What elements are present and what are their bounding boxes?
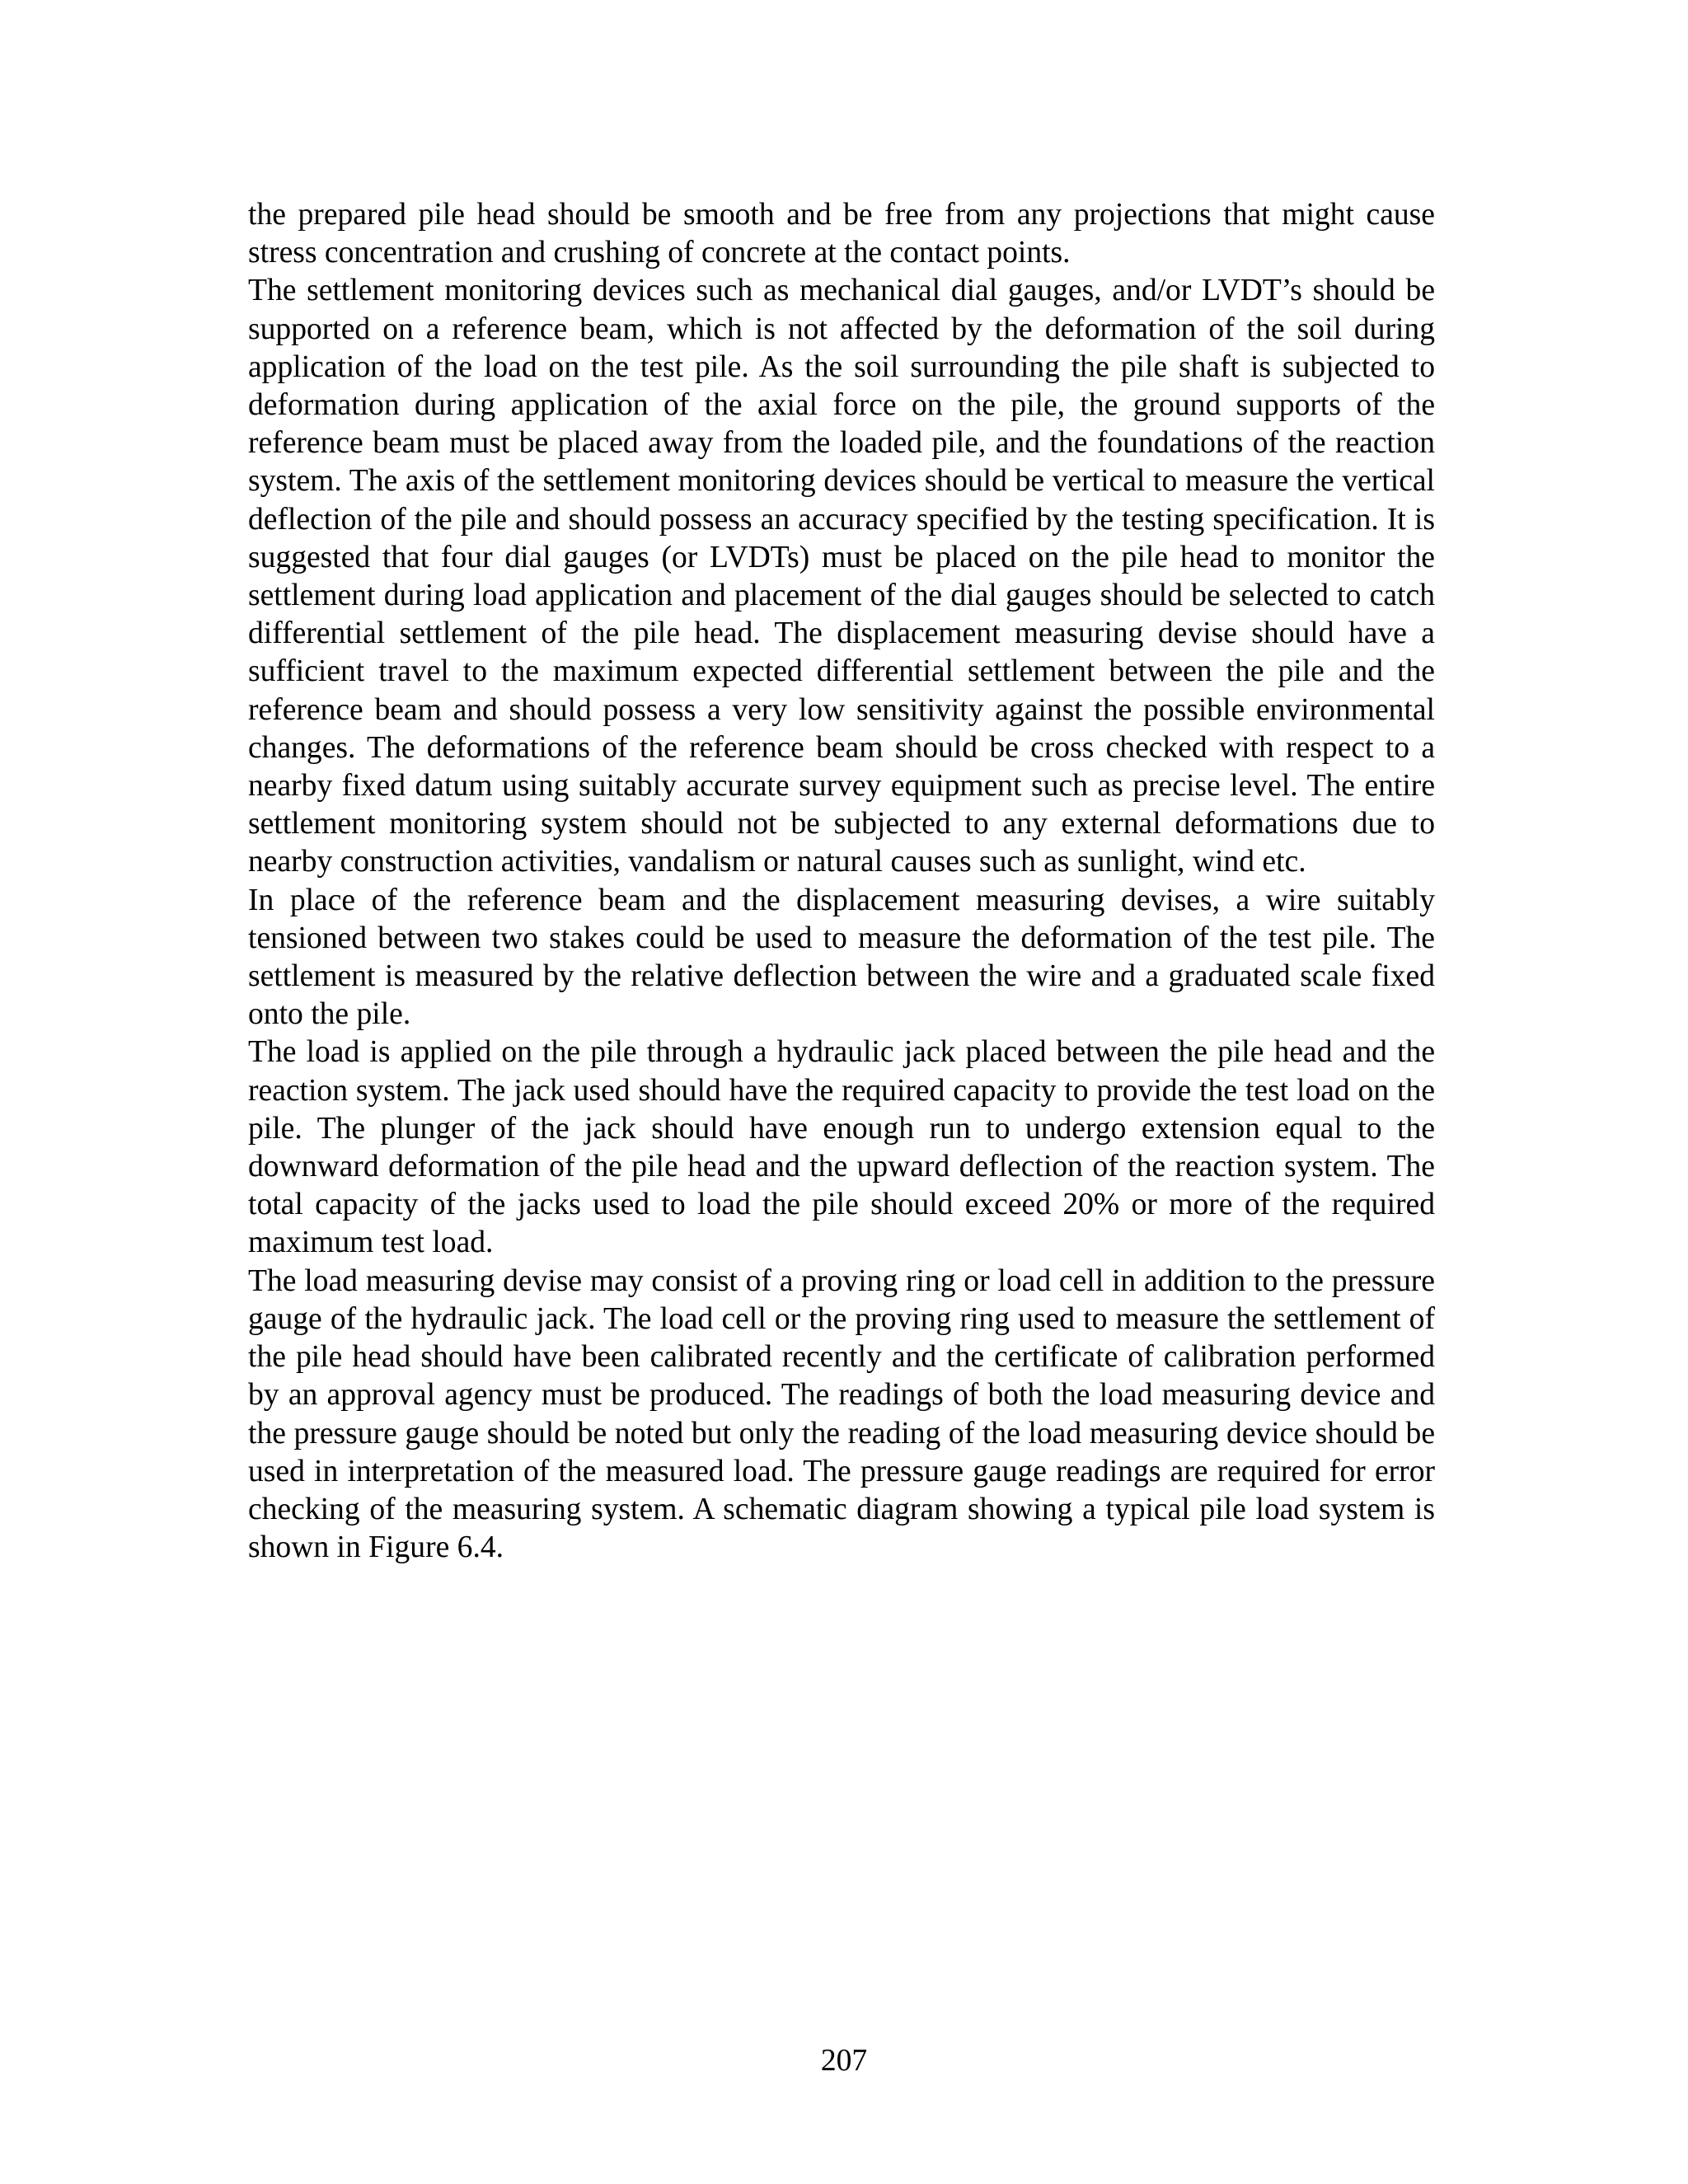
- page-body: [248, 196, 1435, 1567]
- paragraph-settlement-monitoring: The settlement monitoring devices such as mechanical dial gauges, and/or LVDT’s should be supported on a reference beam, which is not affected by the deformation of the soil during application of the load on the test pile. As the soil surrounding the pile shaft is subjected to deformation during application of the axial force on the pile, the ground supports of the reference beam must be placed away from the loaded pile, and the foundations of the reaction system. The axis of the settlement monitoring devices should be vertical to measure the vertical deflection of the pile and should possess an accuracy specified by the testing specification. It is suggested that four dial gauges (or LVDTs) must be placed on the pile head to monitor the settlement during load application and placement of the dial gauges should be selected to catch differential settlement of the pile head. The displacement measuring devise should have a sufficient travel to the maximum expected differential settlement between the pile and the reference beam and should possess a very low sensitivity against the possible environmental changes. The deformations of the reference beam should be cross checked with respect to a nearby fixed datum using suitably accurate survey equipment such as precise level. The entire settlement monitoring system should not be subjected to any external deformations due to nearby construction activities, vandalism or natural causes such as sunlight, wind etc.: [248, 274, 1435, 879]
- paragraph-load-measuring: The load measuring devise may consist of a proving ring or load cell in addition to the pressure gauge of the hydraulic jack. The load cell or the proving ring used to measure the settlement of the pile head should have been calibrated recently and the certificate of calibration performed by an approval agency must be produced. The readings of both the load measuring device and the pressure gauge should be noted but only the reading of the load measuring device should be used in interpretation of the measured load. The pressure gauge readings are required for error checking of the measuring system. A schematic diagram showing a typical pile load system is shown in Figure 6.4.: [248, 1263, 1435, 1565]
- paragraph-pile-head-preparation: the prepared pile head should be smooth and be free from any projections that might cause stress concentration and crushing of concrete at the contact points.: [248, 198, 1435, 270]
- paragraph-hydraulic-jack: The load is applied on the pile through a hydraulic jack placed between the pile head and the reaction system. The jack used should have the required capacity to provide the test load on the pile. The plunger of the jack should have enough run to undergo extension equal to the downward deformation of the pile head and the upward deflection of the reaction system. The total capacity of the jacks used to load the pile should exceed 20% or more of the required maximum test load.: [248, 1035, 1435, 1260]
- page-number: 207: [820, 2044, 868, 2078]
- paragraph-wire-method: In place of the reference beam and the displacement measuring devises, a wire suitably tensioned between two stakes could be used to measure the deformation of the test pile. The settlement is measured by the relative deflection between the wire and a graduated scale fixed onto the pile.: [248, 883, 1435, 1032]
